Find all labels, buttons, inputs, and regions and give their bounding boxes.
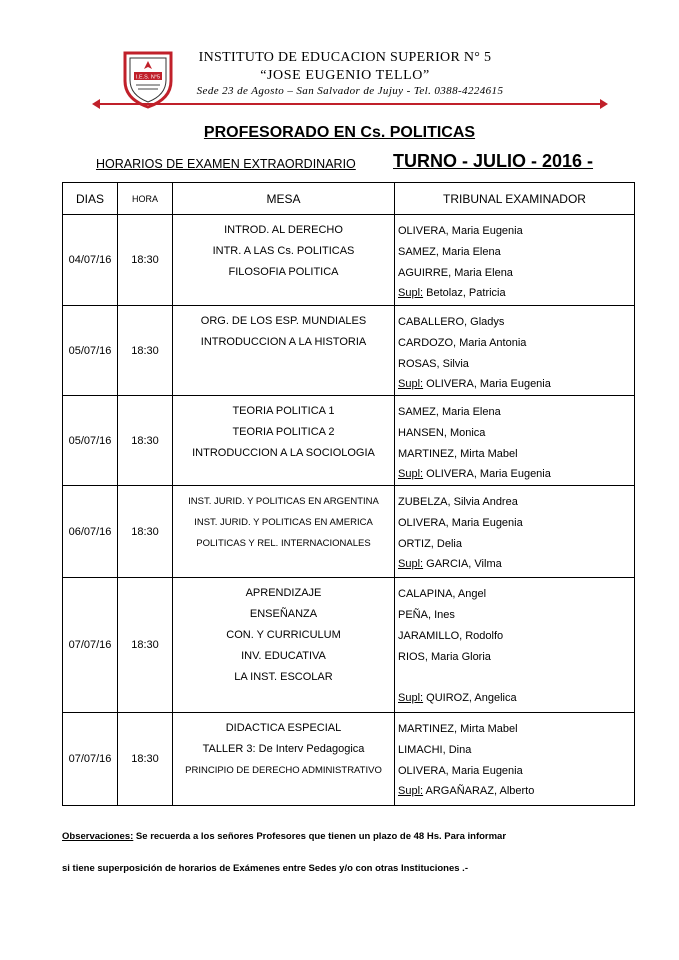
substitute-label: Supl: <box>398 287 424 299</box>
tribunal-member: OLIVERA, Maria Eugenia <box>398 765 523 777</box>
tribunal-list <box>395 215 634 300</box>
institution-logo-icon <box>121 47 175 109</box>
svg-text:I.E.S. N°5: I.E.S. N°5 <box>135 74 161 81</box>
mesa-subject: INV. EDUCATIVA <box>241 650 326 662</box>
row-tribunal <box>395 306 635 396</box>
table-row <box>63 306 635 396</box>
tribunal-member: PEÑA, Ines <box>398 609 455 621</box>
row-time: 18:30 <box>118 486 173 578</box>
table-row <box>63 215 635 306</box>
mesa-subject: INTRODUCCION A LA SOCIOLOGIA <box>192 447 375 459</box>
row-time: 18:30 <box>118 713 173 806</box>
page-title: PROFESORADO EN Cs. POLITICAS <box>203 124 476 141</box>
mesa-subject: POLITICAS Y REL. INTERNACIONALES <box>196 538 371 549</box>
tribunal-member: LIMACHI, Dina <box>398 744 472 756</box>
tribunal-member: ROSAS, Silvia <box>398 358 469 370</box>
mesa-subject: INTRODUCCION A LA HISTORIA <box>200 336 367 348</box>
mesa-subject: FILOSOFIA POLITICA <box>228 266 339 278</box>
substitute-label: Supl: <box>398 378 424 390</box>
tribunal-list <box>395 486 634 572</box>
tribunal-member: SAMEZ, Maria Elena <box>398 406 501 418</box>
tribunal-member: JARAMILLO, Rodolfo <box>398 630 504 642</box>
row-time: 18:30 <box>118 578 173 713</box>
mesa-subject: INST. JURID. Y POLITICAS EN ARGENTINA <box>188 496 379 507</box>
exam-subtitle: HORARIOS DE EXAMEN EXTRAORDINARIO <box>96 157 356 171</box>
mesa-list <box>173 215 394 283</box>
row-tribunal <box>395 396 635 486</box>
tribunal-member: ZUBELZA, Silvia Andrea <box>398 496 518 508</box>
row-tribunal <box>395 713 635 806</box>
row-mesa <box>173 486 395 578</box>
tribunal-member: MARTINEZ, Mirta Mabel <box>398 448 518 460</box>
tribunal-substitute <box>395 555 634 573</box>
mesa-subject: INST. JURID. Y POLITICAS EN AMERICA <box>194 517 373 528</box>
tribunal-substitute <box>395 782 634 800</box>
mesa-subject: ORG. DE LOS ESP. MUNDIALES <box>200 315 367 327</box>
mesa-list <box>173 486 394 554</box>
row-date: 04/07/16 <box>63 215 118 306</box>
tribunal-substitute <box>395 375 634 393</box>
tribunal-list <box>395 306 634 390</box>
institution-address: Sede 23 de Agosto – San Salvador de Jujuy - Tel. 0388-4224615 <box>196 85 504 97</box>
row-time: 18:30 <box>118 306 173 396</box>
mesa-list <box>173 306 394 353</box>
substitute-name: OLIVERA, Maria Eugenia <box>423 378 551 390</box>
mesa-list <box>173 578 394 688</box>
substitute-label: Supl: <box>398 468 424 480</box>
substitute-label: Supl: <box>398 692 424 704</box>
row-mesa <box>173 713 395 806</box>
substitute-name: ARGAÑARAZ, Alberto <box>423 785 535 797</box>
row-tribunal <box>395 486 635 578</box>
substitute-label: Supl: <box>398 558 424 570</box>
row-date: 07/07/16 <box>63 713 118 806</box>
document-header <box>0 0 679 112</box>
mesa-subject: PRINCIPIO DE DERECHO ADMINISTRATIVO <box>185 765 382 776</box>
table-row <box>63 578 635 713</box>
column-header-mesa: MESA <box>173 183 395 215</box>
row-mesa <box>173 396 395 486</box>
tribunal-substitute <box>395 465 634 483</box>
tribunal-member: AGUIRRE, Maria Elena <box>398 267 513 279</box>
substitute-name: GARCIA, Vilma <box>423 558 502 570</box>
row-date: 06/07/16 <box>63 486 118 578</box>
substitute-label: Supl: <box>398 785 424 797</box>
institution-name: INSTITUTO DE EDUCACION SUPERIOR N° 5 <box>198 50 492 65</box>
mesa-subject: INTROD. AL DERECHO <box>224 224 343 236</box>
row-mesa <box>173 578 395 713</box>
column-header-hora: HORA <box>118 183 173 215</box>
tribunal-spacer <box>395 668 634 689</box>
exam-schedule-table <box>62 182 635 806</box>
row-date: 05/07/16 <box>63 396 118 486</box>
institution-subname: “JOSE EUGENIO TELLO” <box>260 68 430 83</box>
observations-line-2: si tiene superposición de horarios de Exámenes entre Sedes y/o con otras Instituciones .- <box>62 863 468 874</box>
tribunal-member: CARDOZO, Maria Antonia <box>398 337 527 349</box>
row-date: 05/07/16 <box>63 306 118 396</box>
mesa-subject: TALLER 3: De Interv Pedagogica <box>202 743 365 755</box>
substitute-name: QUIROZ, Angelica <box>423 692 517 704</box>
tribunal-list <box>395 578 634 707</box>
mesa-subject: DIDACTICA ESPECIAL <box>225 722 342 734</box>
mesa-subject: TEORIA POLITICA 1 <box>232 405 335 417</box>
tribunal-member: ORTIZ, Delia <box>398 538 462 550</box>
tribunal-substitute <box>395 284 634 302</box>
mesa-subject: ENSEÑANZA <box>249 608 318 620</box>
row-tribunal <box>395 578 635 713</box>
mesa-list <box>173 396 394 464</box>
tribunal-member: OLIVERA, Maria Eugenia <box>398 225 523 237</box>
turno-label: TURNO - JULIO - 2016 - <box>393 151 594 171</box>
substitute-name: OLIVERA, Maria Eugenia <box>423 468 551 480</box>
row-time: 18:30 <box>118 396 173 486</box>
table-header-row <box>63 183 635 215</box>
row-mesa <box>173 306 395 396</box>
row-mesa <box>173 215 395 306</box>
tribunal-list <box>395 713 634 800</box>
column-header-dias: DIAS <box>63 183 118 215</box>
tribunal-member: SAMEZ, Maria Elena <box>398 246 501 258</box>
substitute-name: Betolaz, Patricia <box>423 287 506 299</box>
row-tribunal <box>395 215 635 306</box>
mesa-list <box>173 713 394 781</box>
row-time: 18:30 <box>118 215 173 306</box>
tribunal-member: RIOS, Maria Gloria <box>398 651 491 663</box>
tribunal-list <box>395 396 634 480</box>
header-rule <box>100 103 600 105</box>
table-row <box>63 486 635 578</box>
mesa-subject: TEORIA POLITICA 2 <box>232 426 335 438</box>
tribunal-member: CALAPINA, Angel <box>398 588 487 600</box>
mesa-subject: INTR. A LAS Cs. POLITICAS <box>212 245 355 257</box>
column-header-tribunal: TRIBUNAL EXAMINADOR <box>395 183 635 215</box>
table-row <box>63 713 635 806</box>
mesa-subject: APRENDIZAJE <box>245 587 322 599</box>
table-row <box>63 396 635 486</box>
tribunal-member: MARTINEZ, Mirta Mabel <box>398 723 518 735</box>
tribunal-member: CABALLERO, Gladys <box>398 316 505 328</box>
tribunal-member: OLIVERA, Maria Eugenia <box>398 517 523 529</box>
tribunal-substitute <box>395 689 634 707</box>
mesa-subject: LA INST. ESCOLAR <box>234 671 333 683</box>
row-date: 07/07/16 <box>63 578 118 713</box>
observations-line-1: Observaciones: Se recuerda a los señores Profesores que tienen un plazo de 48 Hs. Para informar <box>62 831 507 842</box>
mesa-subject: CON. Y CURRICULUM <box>226 629 341 641</box>
tribunal-member: HANSEN, Monica <box>398 427 486 439</box>
